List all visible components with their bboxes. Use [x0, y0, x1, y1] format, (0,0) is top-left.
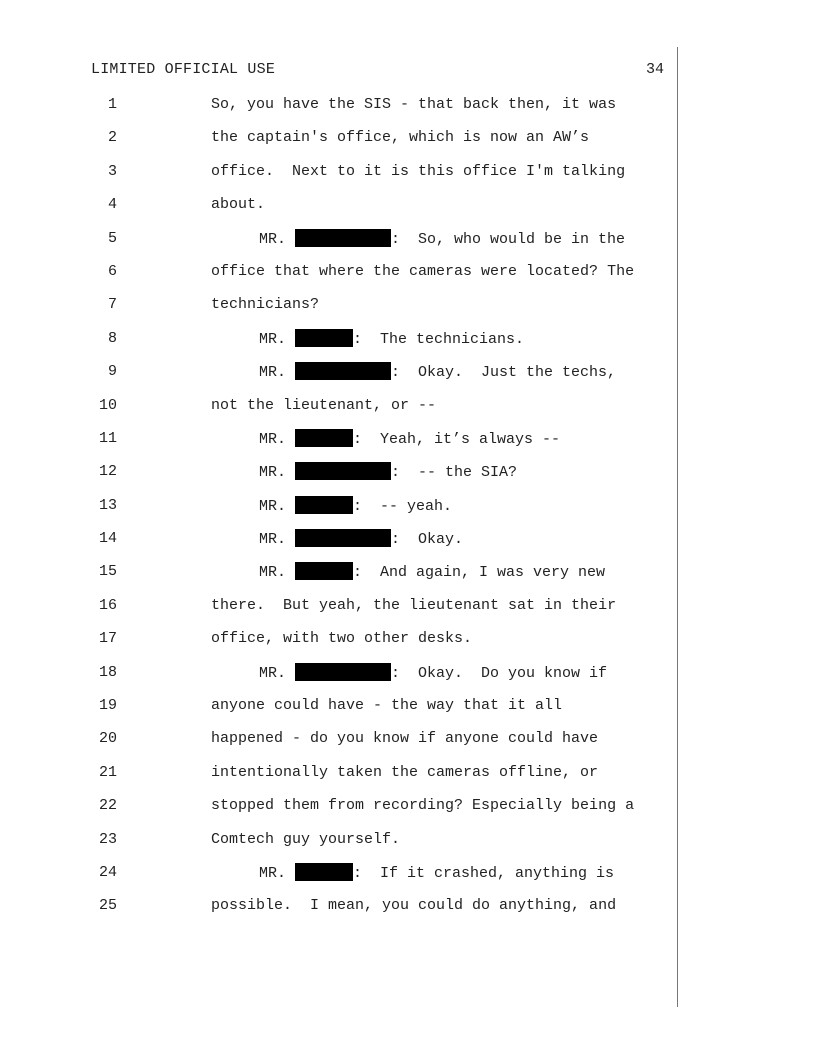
line-number: 8: [107, 329, 117, 347]
line-number: 13: [98, 496, 117, 514]
transcript-line: [0, 828, 816, 861]
line-text: about.: [211, 196, 266, 214]
line-number: 15: [98, 563, 117, 581]
speaker-prefix: MR.: [259, 364, 296, 382]
speaker-prefix: MR.: [259, 330, 296, 348]
line-number: 6: [107, 262, 117, 280]
redaction-box: [295, 562, 353, 580]
line-number: 23: [98, 830, 117, 848]
transcript-line: [0, 761, 816, 794]
transcript-line: [0, 861, 816, 894]
redaction-box: [295, 529, 391, 547]
line-text: not the lieutenant, or --: [211, 396, 437, 414]
transcript-line: [0, 360, 816, 393]
speaker-prefix: MR.: [259, 430, 296, 448]
line-text: possible. I mean, you could do anything, and: [211, 897, 617, 915]
redaction-box: [295, 362, 391, 380]
line-number: 14: [98, 530, 117, 548]
line-text: the captain's office, which is now an AW’s: [211, 129, 590, 147]
speaker-prefix: MR.: [259, 230, 296, 248]
line-number: 18: [98, 663, 117, 681]
line-text: [259, 362, 616, 383]
line-number: 11: [98, 429, 117, 447]
transcript-line: [0, 160, 816, 193]
speech-text: : If it crashed, anything is: [353, 864, 615, 882]
line-text: intentionally taken the cameras offline, or: [211, 763, 599, 781]
speaker-prefix: MR.: [259, 464, 296, 482]
speaker-prefix: MR.: [259, 497, 296, 515]
line-number: 21: [98, 763, 117, 781]
speech-text: : Okay. Do you know if: [391, 664, 608, 682]
line-text: stopped them from recording? Especially being a: [211, 797, 635, 815]
page-number: 34: [646, 61, 665, 78]
line-number: 4: [107, 196, 117, 214]
transcript-line: [0, 460, 816, 493]
line-number: 17: [98, 630, 117, 648]
line-text: office that where the cameras were located? The: [211, 262, 635, 280]
transcript-line: [0, 494, 816, 527]
line-text: happened - do you know if anyone could have: [211, 730, 599, 748]
transcript-line: [0, 694, 816, 727]
line-number: 1: [107, 96, 117, 113]
line-number: 25: [98, 897, 117, 915]
line-text: anyone could have - the way that it all: [211, 697, 563, 715]
transcript-line: [0, 727, 816, 760]
line-text: [259, 329, 524, 350]
redaction-box: [295, 329, 353, 347]
speaker-prefix: MR.: [259, 664, 296, 682]
line-text: [259, 496, 452, 517]
speaker-prefix: MR.: [259, 864, 296, 882]
redaction-box: [295, 496, 353, 514]
line-number: 10: [98, 396, 117, 414]
line-text: technicians?: [211, 296, 320, 314]
transcript-line: [0, 427, 816, 460]
redaction-box: [295, 229, 391, 247]
transcript-line: [0, 661, 816, 694]
transcript-line: [0, 126, 816, 159]
transcript-line: [0, 327, 816, 360]
line-text: office, with two other desks.: [211, 630, 473, 648]
line-text: [259, 462, 517, 483]
line-number: 9: [107, 363, 117, 381]
transcript-line: [0, 527, 816, 560]
speech-text: : Okay.: [391, 531, 464, 549]
speech-text: : And again, I was very new: [353, 564, 606, 582]
speaker-prefix: MR.: [259, 531, 296, 549]
transcript-line: [0, 227, 816, 260]
transcript-lines: [0, 93, 816, 928]
line-number: 19: [98, 697, 117, 715]
line-number: 5: [107, 229, 117, 247]
speech-text: : The technicians.: [353, 330, 525, 348]
classification-header: LIMITED OFFICIAL USE: [91, 61, 276, 78]
line-text: [259, 229, 625, 250]
transcript-line: [0, 894, 816, 927]
redaction-box: [295, 429, 353, 447]
redaction-box: [295, 663, 391, 681]
line-text: [259, 863, 614, 884]
line-number: 3: [107, 162, 117, 180]
line-text: [259, 663, 607, 684]
transcript-line: [0, 794, 816, 827]
transcript-line: [0, 260, 816, 293]
speech-text: : Yeah, it’s always --: [353, 430, 561, 448]
transcript-line: [0, 627, 816, 660]
line-number: 12: [98, 463, 117, 481]
line-number: 20: [98, 730, 117, 748]
speaker-prefix: MR.: [259, 564, 296, 582]
speech-text: : So, who would be in the: [391, 230, 626, 248]
line-number: 22: [98, 797, 117, 815]
line-text: office. Next to it is this office I'm talking: [211, 162, 626, 180]
line-number: 7: [107, 296, 117, 314]
transcript-line: [0, 93, 816, 126]
line-number: 24: [98, 863, 117, 881]
speech-text: : Okay. Just the techs,: [391, 364, 617, 382]
line-text: [259, 562, 605, 583]
line-number: 16: [98, 596, 117, 614]
redaction-box: [295, 863, 353, 881]
line-text: [259, 529, 463, 550]
line-text: So, you have the SIS - that back then, it was: [211, 96, 617, 113]
speech-text: : -- the SIA?: [391, 464, 518, 482]
transcript-line: [0, 560, 816, 593]
transcript-line: [0, 193, 816, 226]
redaction-box: [295, 462, 391, 480]
transcript-line: [0, 394, 816, 427]
transcript-line: [0, 293, 816, 326]
line-text: Comtech guy yourself.: [211, 830, 401, 848]
line-number: 2: [107, 129, 117, 147]
speech-text: : -- yeah.: [353, 497, 453, 515]
line-text: [259, 429, 560, 450]
transcript-line: [0, 594, 816, 627]
line-text: there. But yeah, the lieutenant sat in their: [211, 596, 617, 614]
